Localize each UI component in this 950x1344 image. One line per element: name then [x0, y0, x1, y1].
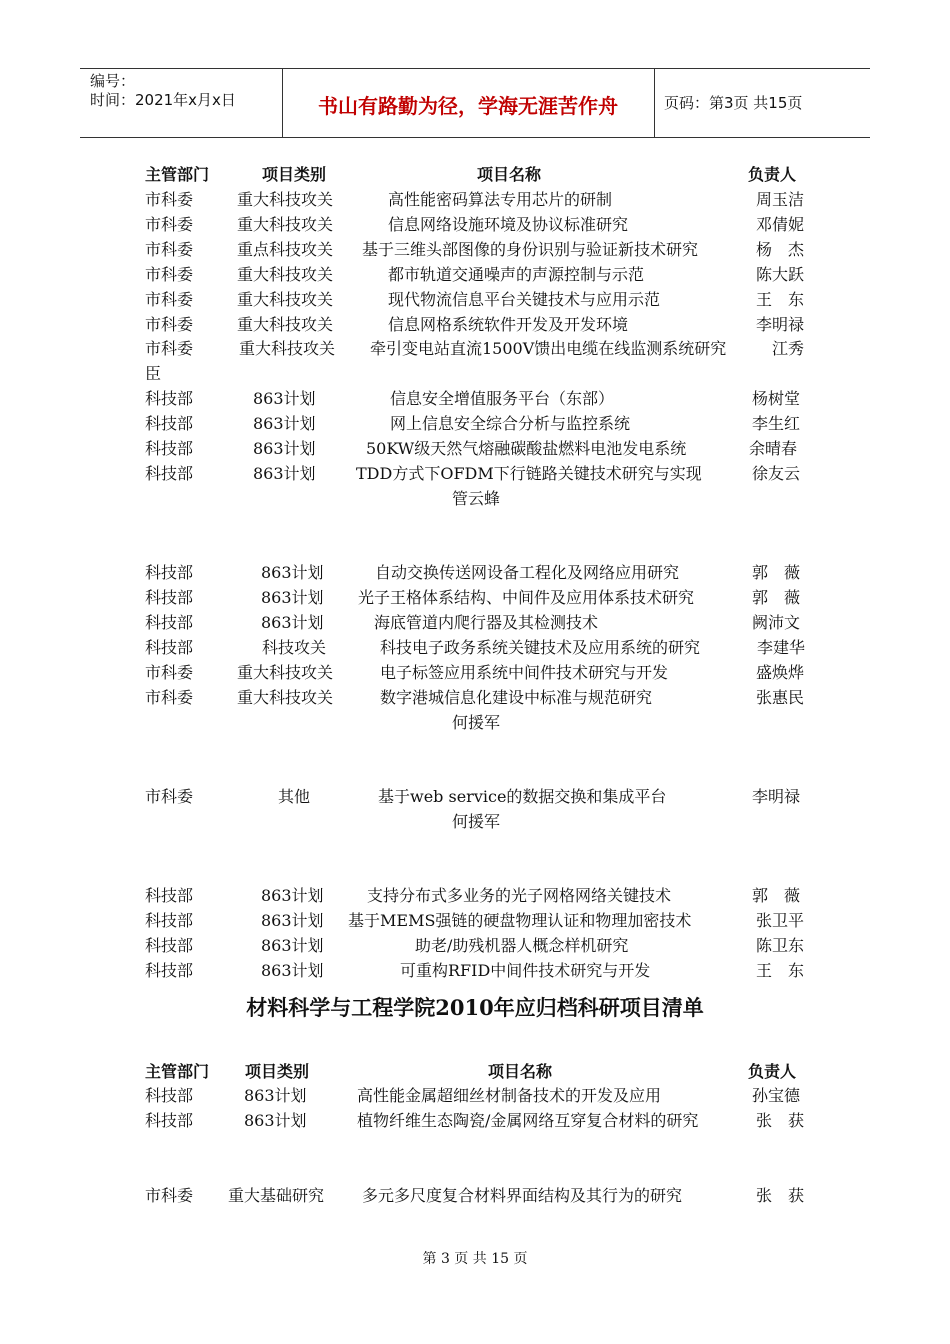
continuation-text: 臣 — [145, 364, 162, 383]
table-row — [0, 1108, 950, 1133]
page-footer: 第 3 页 共 15 页 — [422, 1251, 528, 1267]
cell-dept: 科技部 — [145, 563, 194, 582]
cell-leader: 陈卫东 — [756, 936, 805, 955]
cell-leader: 杨树堂 — [752, 389, 801, 408]
cell-name: TDD方式下OFDM下行链路关键技术研究与实现 — [356, 464, 702, 483]
cell-category: 863计划 — [253, 439, 316, 458]
cell-name: 可重构RFID中间件技术研究与开发 — [400, 961, 651, 980]
cell-leader: 张 获 — [756, 1186, 805, 1205]
cell-category: 863计划 — [253, 414, 316, 433]
cell-category: 重大科技攻关 — [237, 215, 334, 234]
cell-category: 科技攻关 — [262, 638, 327, 657]
cell-category: 863计划 — [253, 464, 316, 483]
cell-dept: 科技部 — [145, 638, 194, 657]
cell-dept: 市科委 — [145, 290, 194, 309]
cell-category: 重大科技攻关 — [239, 339, 336, 358]
cell-dept: 市科委 — [145, 240, 194, 259]
cell-dept: 市科委 — [145, 190, 194, 209]
cell-dept: 市科委 — [145, 215, 194, 234]
cell-leader: 郭 薇 — [752, 588, 801, 607]
cell-name: 50KW级天然气熔融碳酸盐燃料电池发电系统 — [366, 439, 687, 458]
column-header-leader: 负责人 — [748, 165, 797, 184]
header-divider — [654, 69, 655, 137]
cell-category: 863计划 — [261, 936, 324, 955]
cell-dept: 科技部 — [145, 1086, 194, 1105]
table-row — [0, 212, 950, 237]
column-header-dept: 主管部门 — [145, 165, 210, 184]
cell-category: 863计划 — [261, 613, 324, 632]
cell-category: 重大科技攻关 — [237, 688, 334, 707]
cell-name: 信息安全增值服务平台（东部） — [390, 389, 615, 408]
cell-dept: 科技部 — [145, 911, 194, 930]
cell-name: 信息网络设施环境及协议标准研究 — [388, 215, 629, 234]
cell-name: 植物纤维生态陶瓷/金属网络互穿复合材料的研究 — [357, 1111, 699, 1130]
cell-leader: 王 东 — [756, 290, 805, 309]
table-row — [0, 187, 950, 212]
cell-name: 基于三维头部图像的身份识别与验证新技术研究 — [362, 240, 699, 259]
cell-leader: 孙宝德 — [752, 1086, 801, 1105]
cell-category: 863计划 — [261, 886, 324, 905]
cell-name: 数字港城信息化建设中标准与规范研究 — [380, 688, 653, 707]
page-header — [80, 68, 870, 138]
cell-leader: 邓倩妮 — [756, 215, 805, 234]
cell-dept: 市科委 — [145, 688, 194, 707]
cell-name: 科技电子政务系统关键技术及应用系统的研究 — [380, 638, 701, 657]
cell-leader: 江秀 — [772, 339, 805, 358]
cell-dept: 科技部 — [145, 613, 194, 632]
column-header-name: 项目名称 — [488, 1062, 553, 1081]
cell-category: 重大科技攻关 — [237, 315, 334, 334]
cell-name: 基于web service的数据交换和集成平台 — [378, 787, 667, 806]
column-header-name: 项目名称 — [477, 165, 542, 184]
cell-name: 助老/助残机器人概念样机研究 — [415, 936, 629, 955]
cell-leader: 张惠民 — [756, 688, 805, 707]
table-row — [0, 585, 950, 610]
cell-category: 863计划 — [244, 1111, 307, 1130]
cell-leader: 陈大跃 — [756, 265, 805, 284]
cell-leader: 张 获 — [756, 1111, 805, 1130]
cell-category: 重大科技攻关 — [237, 190, 334, 209]
table2-header-row — [0, 1059, 950, 1084]
cell-dept: 市科委 — [145, 1186, 194, 1205]
cell-category: 863计划 — [261, 588, 324, 607]
continuation-text: 管云蜂 — [452, 489, 501, 508]
table-row — [0, 436, 950, 461]
cell-dept: 科技部 — [145, 439, 194, 458]
table-row — [0, 461, 950, 486]
table-row — [0, 237, 950, 262]
cell-leader: 李建华 — [757, 638, 806, 657]
cell-leader: 周玉洁 — [756, 190, 805, 209]
table-row — [0, 635, 950, 660]
cell-leader: 阙沛文 — [752, 613, 801, 632]
table-row — [0, 610, 950, 635]
cell-name: 网上信息安全综合分析与监控系统 — [390, 414, 631, 433]
cell-name: 高性能金属超细丝材制备技术的开发及应用 — [357, 1086, 662, 1105]
cell-leader: 余晴春 — [749, 439, 798, 458]
continuation-text: 何援军 — [452, 812, 501, 831]
cell-name: 自动交换传送网设备工程化及网络应用研究 — [375, 563, 680, 582]
cell-dept: 科技部 — [145, 936, 194, 955]
cell-dept: 科技部 — [145, 1111, 194, 1130]
cell-leader: 郭 薇 — [752, 886, 801, 905]
cell-dept: 科技部 — [145, 588, 194, 607]
cell-leader: 王 东 — [756, 961, 805, 980]
column-header-category: 项目类别 — [245, 1062, 310, 1081]
cell-dept: 科技部 — [145, 886, 194, 905]
table-row — [0, 1083, 950, 1108]
header-motto: 书山有路勤为径，学海无涯苦作舟 — [318, 94, 618, 118]
cell-dept: 科技部 — [145, 961, 194, 980]
column-header-dept: 主管部门 — [145, 1062, 210, 1081]
cell-category: 863计划 — [244, 1086, 307, 1105]
cell-name: 都市轨道交通噪声的声源控制与示范 — [388, 265, 645, 284]
cell-leader: 李明禄 — [756, 315, 805, 334]
table1-header-row — [0, 162, 950, 187]
cell-category: 重大科技攻关 — [237, 663, 334, 682]
cell-name: 电子标签应用系统中间件技术研究与开发 — [380, 663, 669, 682]
cell-category: 重点科技攻关 — [237, 240, 334, 259]
cell-leader: 李明禄 — [752, 787, 801, 806]
cell-leader: 李生红 — [752, 414, 801, 433]
table-row — [0, 262, 950, 287]
document-date: 时间：2021年x月x日 — [90, 91, 236, 109]
cell-dept: 市科委 — [145, 265, 194, 284]
cell-name: 牵引变电站直流1500V馈出电缆在线监测系统研究 — [370, 339, 727, 358]
cell-dept: 市科委 — [145, 315, 194, 334]
cell-category: 863计划 — [253, 389, 316, 408]
table-row — [0, 958, 950, 983]
cell-dept: 市科委 — [145, 339, 194, 358]
cell-leader: 徐友云 — [752, 464, 801, 483]
cell-leader: 盛焕烨 — [756, 663, 805, 682]
table-row — [0, 336, 950, 361]
cell-category: 863计划 — [261, 961, 324, 980]
cell-category: 863计划 — [261, 911, 324, 930]
cell-leader: 杨 杰 — [756, 240, 805, 259]
cell-name: 多元多尺度复合材料界面结构及其行为的研究 — [362, 1186, 683, 1205]
table-row — [0, 883, 950, 908]
cell-name: 光子王格体系结构、中间件及应用体系技术研究 — [358, 588, 695, 607]
cell-category: 863计划 — [261, 563, 324, 582]
cell-dept: 科技部 — [145, 389, 194, 408]
table-row — [0, 312, 950, 337]
cell-name: 基于MEMS强链的硬盘物理认证和物理加密技术 — [348, 911, 692, 930]
cell-name: 海底管道内爬行器及其检测技术 — [374, 613, 599, 632]
document-number: 编号： — [90, 72, 136, 90]
column-header-category: 项目类别 — [262, 165, 327, 184]
cell-name: 支持分布式多业务的光子网格网络关键技术 — [367, 886, 672, 905]
table-row — [0, 287, 950, 312]
table-row — [0, 560, 950, 585]
table-row — [0, 1183, 950, 1208]
continuation-text: 何援军 — [452, 713, 501, 732]
section-title: 材料科学与工程学院2010年应归档科研项目清单 — [246, 995, 704, 1020]
cell-category: 其他 — [278, 787, 311, 806]
table-row — [0, 784, 950, 809]
cell-leader: 张卫平 — [756, 911, 805, 930]
header-meta — [90, 72, 236, 110]
table-row — [0, 685, 950, 710]
cell-leader: 郭 薇 — [752, 563, 801, 582]
header-page-info: 页码：第3页 共15页 — [664, 94, 803, 112]
cell-name: 信息网格系统软件开发及开发环境 — [388, 315, 629, 334]
table-row — [0, 386, 950, 411]
cell-dept: 市科委 — [145, 787, 194, 806]
table-row — [0, 411, 950, 436]
table-row — [0, 908, 950, 933]
cell-category: 重大科技攻关 — [237, 290, 334, 309]
column-header-leader: 负责人 — [748, 1062, 797, 1081]
table-row — [0, 660, 950, 685]
table-row — [0, 933, 950, 958]
cell-dept: 科技部 — [145, 414, 194, 433]
cell-dept: 市科委 — [145, 663, 194, 682]
cell-name: 现代物流信息平台关键技术与应用示范 — [388, 290, 661, 309]
cell-category: 重大基础研究 — [228, 1186, 325, 1205]
cell-dept: 科技部 — [145, 464, 194, 483]
cell-name: 高性能密码算法专用芯片的研制 — [388, 190, 613, 209]
cell-category: 重大科技攻关 — [237, 265, 334, 284]
